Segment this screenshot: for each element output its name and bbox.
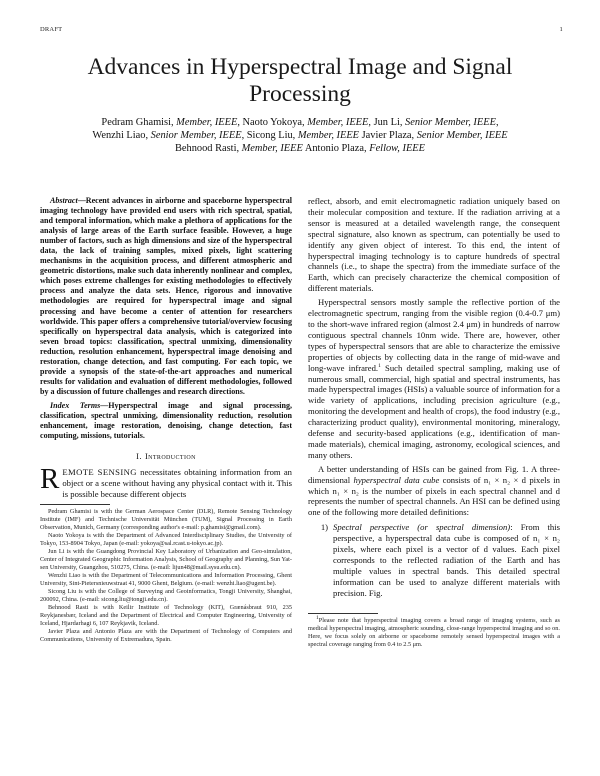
- drop-cap: R: [40, 463, 60, 496]
- left-column: [40, 196, 292, 644]
- author-affiliations: [40, 508, 292, 644]
- author-role: Senior Member, IEEE: [416, 130, 508, 142]
- abstract-label: Abstract: [50, 196, 78, 205]
- author-name: , Naoto Yokoya,: [237, 117, 308, 128]
- intro-text: necessitates obtaining information from an object or a scene without having any physical contact with it. This is possible because different objects: [62, 467, 292, 499]
- index-terms-label: Index Terms: [50, 400, 101, 410]
- author-line: [50, 142, 550, 155]
- paper-title: Advances in Hyperspectral Image and Signal Processing: [87, 54, 513, 107]
- index-terms-text: —Hyperspectral image and signal processing, classification, spectral unmixing, dimensionality reduction, resolution enhancement, image restoration, denoising, change detection, fast computing, missions, tutorials.: [40, 400, 292, 441]
- list-body: [333, 522, 560, 598]
- affiliation-note: Behnood Rasti is with Keilir Institute of Technology (KIT), Grænásbraut 910, 235 Reykjanesbær, Iceland and the Department of Electrical and Computer Engineering, University of Iceland, Hjardarhagi 6, 107 Reykjavik, Iceland.: [40, 603, 292, 627]
- index-terms: [40, 401, 292, 441]
- author-role: Fellow, IEEE: [369, 143, 426, 155]
- author-name: Wenzhi Liao,: [92, 130, 151, 142]
- footnote-ref[interactable]: 1: [378, 362, 381, 369]
- running-header-draft: DRAFT: [40, 26, 63, 33]
- author-name: , Sicong Liu,: [241, 130, 298, 142]
- paragraph-datacube-part2: consists of n₁ × n₂ × d pixels in which n₁ × n₂ is the number of pixels in each spectral channel and d represents the number of spectral channels. An HSI can be defined using one of the following more detailed definitions:: [308, 474, 560, 518]
- page-number: 1: [559, 26, 563, 33]
- footnote-number: 1: [316, 614, 319, 621]
- footnote: [308, 614, 560, 649]
- author-name: Behnood Rasti,: [174, 143, 242, 155]
- footnote-text: Please note that hyperspectral imaging covers a broad range of imaging systems, such as medical hyperspectral imaging, atmospheric sounding, close-range hyperspectral imaging and so on. Here, we focus solely on airborne or spaceborne remotely sensed hyperspectral images with a spectral coverage ranging from 0.4 to 2.5 μm.: [308, 616, 560, 648]
- affiliation-note: Pedram Ghamisi is with the German Aerospace Center (DLR), Remote Sensing Technology Institute (IMF) and Technische Universität München (TUM), Signal Processing in Earth Observation, Munich, Germany (corresponding author's e-mail: p.ghamisi@gmail.com).: [40, 507, 292, 531]
- author-name: ,: [495, 117, 499, 128]
- author-role: Member, IEEE: [307, 117, 369, 128]
- footnote-rule: [40, 504, 110, 505]
- author-role: Senior Member, IEEE: [405, 117, 496, 128]
- paragraph-datacube: [308, 464, 560, 519]
- paragraph-spectral: reflect, absorb, and emit electromagnetic radiation uniquely based on their molecular composition and texture. If the radiation arriving at a sensor is measured at a detailed wavelength range, the consequent spectral signature, also known as spectrum, can potentially be used to identify any given object of interest. To this end, the intent of hyperspectral imaging technology is to capture hundreds of spectral channels (i.e., to shape the spectra) from the immediate surface of the Earth, which can precisely characterize the chemical composition of different materials.: [308, 196, 560, 294]
- intro-smallcaps: EMOTE SENSING: [62, 467, 137, 478]
- author-list: [50, 116, 550, 156]
- affiliation-note: Sicong Liu is with the College of Surveying and Geoinformatics, Tongji University, Shanghai, 200092, China. (e-mail: sicong.liu@tongji.edu.cn).: [40, 587, 292, 603]
- right-column: [308, 196, 560, 649]
- list-text: : From this perspective, a hyperspectral data cube is composed of n₁ × n₂ pixels, where each pixel is a vector of d values. Each pixel corresponds to the reflected radiation of the Earth and has multiple values in spectral bands. This detailed spectral information can be used to analyze different materials with precision. Fig.: [333, 522, 560, 598]
- author-name: Javier Plaza,: [359, 130, 417, 142]
- affiliation-note: Wenzhi Liao is with the Department of Telecommunications and Information Processing, Ghent University, Sint-Pietersnieuwstraat 41, 9000 Ghent, Belgium. (e-mail: wenzhi.liao@ugent.be).: [40, 571, 292, 587]
- author-line: [50, 116, 550, 129]
- footnote-rule-right: [308, 613, 378, 614]
- section-number: I.: [136, 452, 143, 462]
- datacube-term: hyperspectral data cube: [353, 474, 440, 485]
- affiliation-note: Naoto Yokoya is with the Department of Advanced Interdisciplinary Studies, the University of Tokyo, 153-8904 Tokyo, Japan (e-mail: yokoya@sal.rcast.u-tokyo.ac.jp).: [40, 531, 292, 547]
- intro-paragraph: [40, 463, 292, 500]
- author-role: Member, IEEE: [176, 117, 238, 128]
- paragraph-datacube-part1: A better understanding of HSIs can be gained from Fig. 1. A three-dimensional: [308, 463, 560, 485]
- author-name: Pedram Ghamisi,: [101, 117, 177, 128]
- author-role: Member, IEEE: [241, 143, 303, 155]
- affiliation-note: Javier Plaza and Antonio Plaza are with the Department of Technology of Computers and Communications, University of Extremadura, Spain.: [40, 627, 292, 643]
- paragraph-sensors-part1: Hyperspectral sensors mostly sample the reflective portion of the electromagnetic spectrum, ranging from the visible region (0.4-0.7 μm) to the short-wave infrared region (almost 2.4 μm) in hundreds of narrow contiguous spectral channels 10nm wide. There are, however, other types of hyperspectral sensors that are able to characterize the emissive properties of objects by collecting data in the range of mid-wave and long-wave infrared.: [308, 297, 560, 373]
- list-number: 1): [320, 522, 328, 533]
- paragraph-sensors: [308, 297, 560, 461]
- author-role: Member, IEEE: [297, 130, 360, 142]
- abstract-text: —Recent advances in airborne and spaceborne hyperspectral imaging technology have provided end users with rich spectral, spatial, and temporal information, which make a plethora of applications for the analysis of large areas of the Earth surface feasible. However, a huge number of factors, such as high dimensions and size of the hyperspectral data, the lack of training samples, mixed pixels, light scattering mechanisms in the acquisition process, and different atmospheric and geometric distortions, make such data inherently nonlinear and complex, which poses extreme challenges for existing methodologies to effectively process and analyze the data sets. Hence, rigorous and innovative methodologies are required for hyperspectral image and signal processing and have become a center of attention for researchers worldwide. This paper offers a comprehensive tutorial/overview focusing specifically on hyperspectral data analysis, which is categorized into seven broad topics: classification, spectral unmixing, dimensionality reduction, resolution enhancement, hyperspectral image denoising and restoration, change detection, and fast computing. For each topic, we provide a synopsis of the state-of-the-art approaches and numerical results for validation and evaluation of different methodologies, followed by a discussion of future challenges and research directions.: [40, 196, 292, 396]
- section-heading: [40, 452, 292, 463]
- list-term: Spectral perspective (or spectral dimension): [333, 522, 511, 533]
- abstract: [40, 196, 292, 397]
- paragraph-sensors-part2: Such detailed spectral sampling, making use of numerous small, commercial, high spatial and spectral instruments, has made hyperspectral images (HSIs) a valuable source of information for a wide variety of applications, including precision agriculture (e.g., monitoring the development and health of crops), the food industry (e.g., characterizing product quality), environmental monitoring, mineralogy, defense and security-based applications (e.g., identification of man-made materials), chemical imaging, astronomy, ecological sciences, and many others.: [308, 362, 561, 460]
- affiliation-note: Jun Li is with the Guangdong Provincial Key Laboratory of Urbanization and Geo-simulation, Center of Integrated Geographic Information Analysis, School of Geography and Planning, Sun Yat-sen University, Guangzhou, 510275, China. (e-mail: lijun48@mail.sysu.edu.cn).: [40, 547, 292, 571]
- author-role: Senior Member, IEEE: [150, 130, 242, 142]
- author-name: Antonio Plaza,: [302, 143, 370, 155]
- author-line: [50, 129, 550, 142]
- list-item: [308, 522, 560, 598]
- section-title: Introduction: [144, 452, 196, 462]
- author-name: , Jun Li,: [368, 117, 406, 128]
